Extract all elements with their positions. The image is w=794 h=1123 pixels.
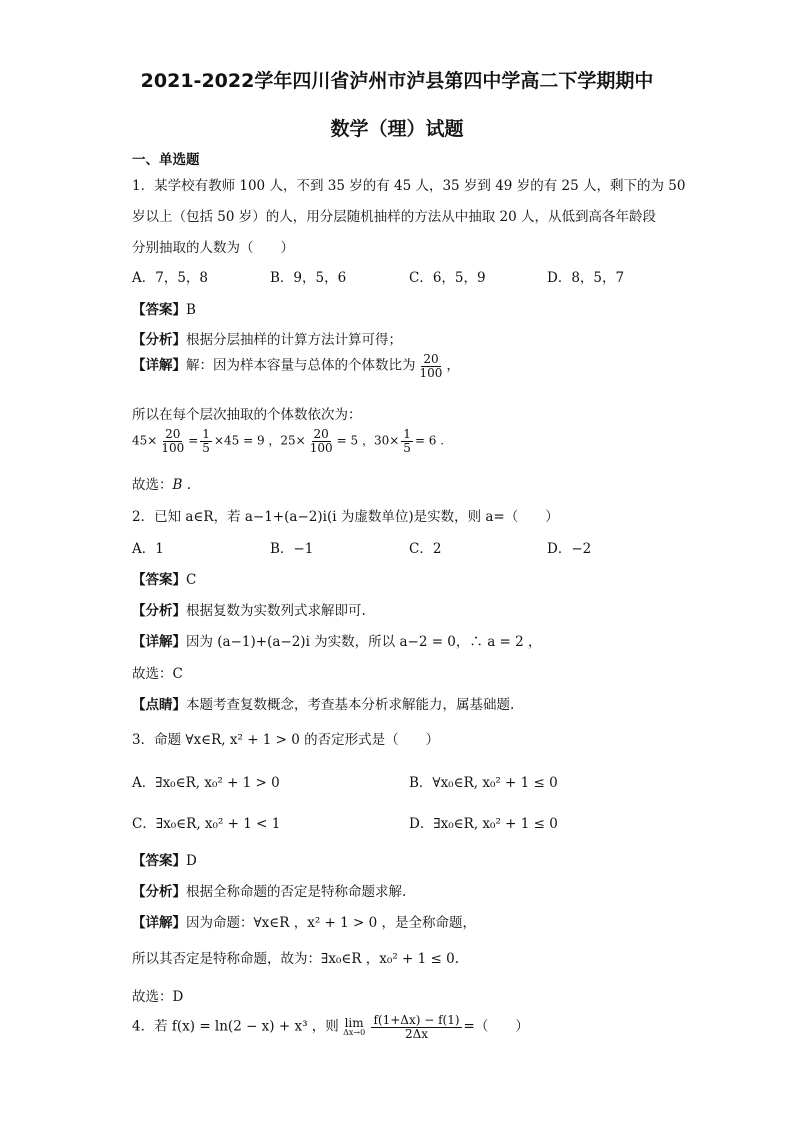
q4-stem-text: 4．若 f(x) = ln(2 − x) + x³ ，则 <box>132 1018 339 1035</box>
q1-answer <box>132 298 196 318</box>
fraction <box>371 1014 461 1040</box>
q2-answer <box>132 568 196 588</box>
answer-value: C <box>186 572 197 588</box>
analysis-tag: 【分析】 <box>132 603 186 619</box>
q1-analysis <box>132 328 402 348</box>
fraction <box>418 353 445 379</box>
q2-comment <box>132 693 514 713</box>
fraction-denominator: 5 <box>403 440 411 455</box>
detail-punct: ， <box>446 357 460 374</box>
q4-stem <box>132 1014 529 1040</box>
limit <box>343 1017 365 1037</box>
calc-part: = <box>188 433 199 448</box>
limit-subscript: Δx→0 <box>343 1028 366 1038</box>
q2-detail <box>132 630 542 650</box>
q1-calc <box>132 428 444 454</box>
q3-option-c: C．∃x₀∈R, x₀² + 1 < 1 <box>132 816 281 832</box>
detail-tag: 【详解】 <box>132 915 186 931</box>
answer-tag: 【答案】 <box>132 853 186 869</box>
q1-stem-line2: 岁以上（包括 50 岁）的人，用分层随机抽样的方法从中抽取 20 人，从低到高各年龄段 <box>132 209 657 225</box>
choose-label: 故选： <box>132 477 173 493</box>
analysis-tag: 【分析】 <box>132 332 186 348</box>
q1-stem-line1: 1．某学校有教师 100 人，不到 35 岁的有 45 人，35 岁到 49 岁的有 25 人，剩下的为 50 <box>132 178 686 194</box>
q2-choose: 故选：C <box>132 666 183 682</box>
q2-analysis <box>132 599 366 619</box>
q2-option-c: C．2 <box>409 541 442 557</box>
paper-title-line1: 2021-2022学年四川省泸州市泸县第四中学高二下学期期中 <box>140 70 654 92</box>
answer-value: B <box>186 302 196 318</box>
detail-text: 因为 (a−1)+(a−2)i 为实数，所以 a−2 = 0，∴ a = 2 ， <box>186 634 542 650</box>
q3-choose: 故选：D <box>132 989 184 1005</box>
answer-value: D <box>186 853 197 869</box>
q1-option-a: A．7，5，8 <box>132 270 209 286</box>
q3-answer <box>132 849 197 869</box>
q3-analysis <box>132 880 406 900</box>
q1-choose <box>132 473 191 493</box>
fraction-numerator: 20 <box>423 352 439 366</box>
comment-text: 本题考查复数概念，考查基本分析求解能力，属基础题. <box>186 697 515 713</box>
analysis-text: 根据复数为实数列式求解即可. <box>186 603 366 619</box>
fraction-numerator: 20 <box>313 427 329 441</box>
fraction-denominator: 2Δx <box>404 1026 429 1041</box>
q1-option-b: B．9，5，6 <box>270 270 347 286</box>
limit-label: lim <box>344 1016 364 1031</box>
q1-option-c: C．6，5，9 <box>409 270 486 286</box>
q2-option-a: A．1 <box>132 541 164 557</box>
q2-option-d: D．−2 <box>547 541 592 557</box>
answer-tag: 【答案】 <box>132 302 186 318</box>
q2-option-b: B．−1 <box>270 541 314 557</box>
calc-part: 45× <box>132 433 158 448</box>
q2-stem: 2．已知 a∈R，若 a−1+(a−2)i(i 为虚数单位)是实数，则 a=（ ） <box>132 509 559 525</box>
q3-stem: 3．命题 ∀x∈R, x² + 1 > 0 的否定形式是（ ） <box>132 732 440 748</box>
fraction-denominator: 5 <box>202 440 210 455</box>
fraction-numerator: 1 <box>202 427 210 441</box>
fraction-numerator: f(1+Δx) − f(1) <box>373 1013 460 1027</box>
calc-part: = 5 ，30× <box>336 433 400 448</box>
calc-part: ×45 = 9 ，25× <box>213 433 306 448</box>
calc-part: = 6 . <box>414 433 445 448</box>
q4-tail: =（ ） <box>463 1018 529 1035</box>
q3-option-a: A．∃x₀∈R, x₀² + 1 > 0 <box>132 775 280 791</box>
q3-option-d: D．∃x₀∈R, x₀² + 1 ≤ 0 <box>409 816 558 832</box>
fraction <box>200 428 212 454</box>
fraction-numerator: 20 <box>165 427 181 441</box>
q3-detail-2: 所以其否定是特称命题，故为：∃x₀∈R ，x₀² + 1 ≤ 0. <box>132 951 459 967</box>
q1-option-d: D．8，5，7 <box>547 270 625 286</box>
comment-tag: 【点睛】 <box>132 697 186 713</box>
q3-option-b: B．∀x₀∈R, x₀² + 1 ≤ 0 <box>409 775 558 791</box>
fraction-numerator: 1 <box>403 427 411 441</box>
analysis-text: 根据全称命题的否定是特称命题求解. <box>186 884 407 900</box>
q1-each-line: 所以在每个层次抽取的个体数依次为： <box>132 407 362 423</box>
paper-title-line2: 数学（理）试题 <box>330 118 464 140</box>
detail-text: 因为命题：∀x∈R ，x² + 1 > 0 ，是全称命题， <box>186 915 476 931</box>
analysis-tag: 【分析】 <box>132 884 186 900</box>
fraction <box>401 428 413 454</box>
fraction <box>308 428 335 454</box>
fraction-denominator: 100 <box>419 365 443 380</box>
answer-tag: 【答案】 <box>132 572 186 588</box>
q3-detail <box>132 911 476 931</box>
section-heading: 一、单选题 <box>132 152 200 168</box>
choose-value: B . <box>172 477 192 493</box>
fraction-denominator: 100 <box>309 440 333 455</box>
detail-text: 解：因为样本容量与总体的个体数比为 <box>186 357 416 374</box>
fraction-denominator: 100 <box>161 440 185 455</box>
fraction <box>159 428 186 454</box>
detail-tag: 【详解】 <box>132 357 186 374</box>
detail-tag: 【详解】 <box>132 634 186 650</box>
q1-stem-line3: 分别抽取的人数为（ ） <box>132 240 294 256</box>
analysis-text: 根据分层抽样的计算方法计算可得； <box>186 332 402 348</box>
q1-detail <box>132 353 460 379</box>
